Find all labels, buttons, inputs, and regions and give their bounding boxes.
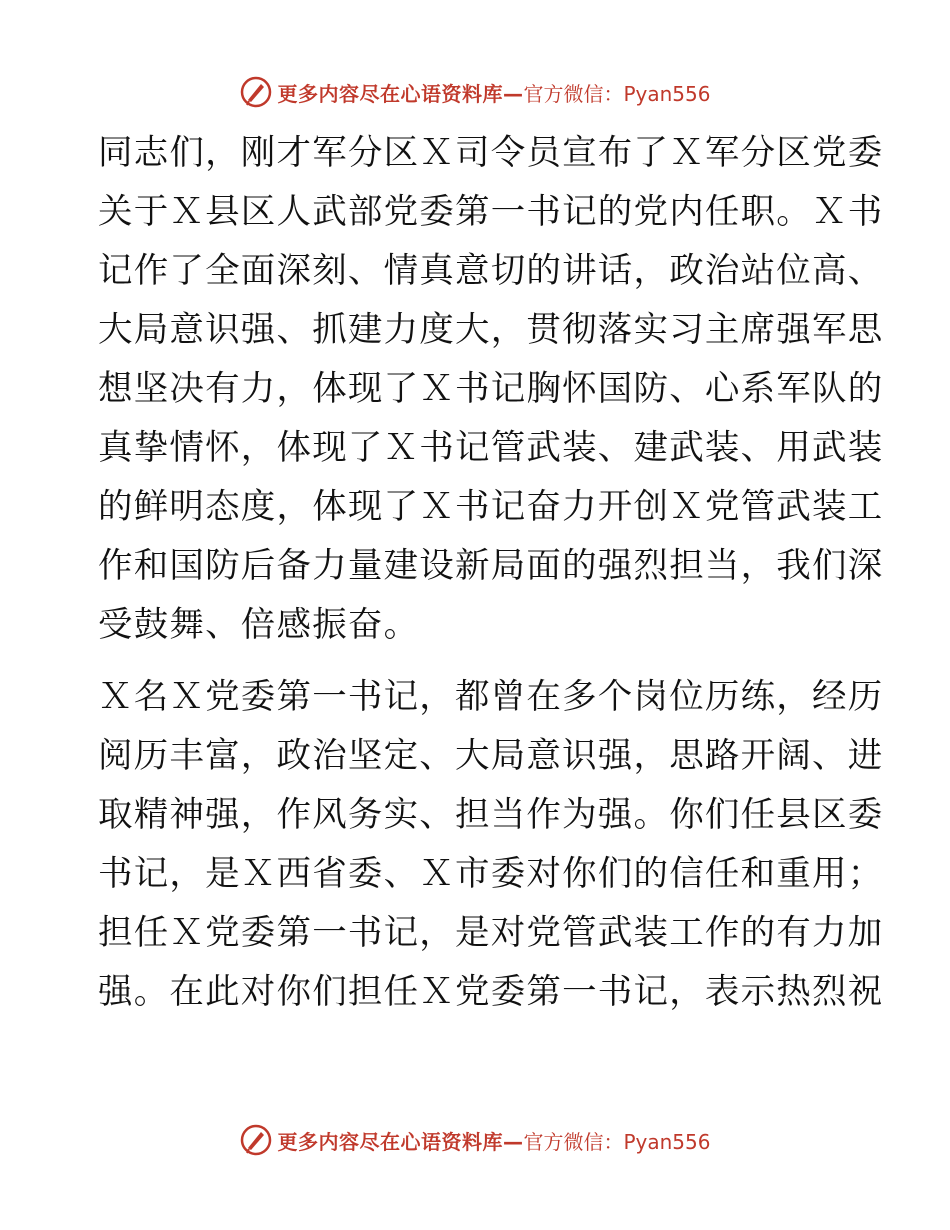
text-line: 担任Ｘ党委第一书记，是对党管武装工作的有力加 — [98, 913, 884, 953]
quill-logo-icon — [239, 75, 273, 109]
paragraph-2 — [98, 668, 884, 1022]
paragraph-1 — [98, 124, 884, 655]
banner-main-text: 更多内容尽在心语资料库— — [277, 1129, 524, 1154]
text-line: 取精神强，作风务实、担当作为强。你们任县区委 — [98, 795, 884, 835]
text-line: 的鲜明态度，体现了Ｘ书记奋力开创Ｘ党管武装工 — [98, 487, 884, 527]
text-line: 阅历丰富，政治坚定、大局意识强，思路开阔、进 — [98, 736, 884, 776]
text-line: 书记，是Ｘ西省委、Ｘ市委对你们的信任和重用； — [98, 854, 884, 894]
header-banner — [0, 72, 950, 112]
paragraph-spacer — [98, 655, 858, 668]
footer-banner — [0, 1120, 950, 1160]
text-line: 同志们，刚才军分区Ｘ司令员宣布了Ｘ军分区党委 — [98, 133, 884, 173]
text-line: Ｘ名Ｘ党委第一书记，都曾在多个岗位历练，经历 — [98, 677, 884, 717]
document-body — [98, 124, 884, 1022]
text-line: 强。在此对你们担任Ｘ党委第一书记，表示热烈祝 — [98, 972, 884, 1012]
text-line: 想坚决有力，体现了Ｘ书记胸怀国防、心系军队的 — [98, 369, 884, 409]
text-line: 关于Ｘ县区人武部党委第一书记的党内任职。Ｘ书 — [98, 192, 884, 232]
quill-logo-icon — [239, 1123, 273, 1157]
text-line: 真挚情怀，体现了Ｘ书记管武装、建武装、用武装 — [98, 428, 884, 468]
text-line: 作和国防后备力量建设新局面的强烈担当，我们深 — [98, 546, 884, 586]
banner-main-text: 更多内容尽在心语资料库— — [277, 81, 524, 106]
text-line: 大局意识强、抓建力度大，贯彻落实习主席强军思 — [98, 310, 884, 350]
banner-wechat-text: 官方微信：Pyan556 — [523, 1129, 711, 1154]
banner-wechat-text: 官方微信：Pyan556 — [523, 81, 711, 106]
text-line: 记作了全面深刻、情真意切的讲话，政治站位高、 — [98, 251, 884, 291]
text-line: 受鼓舞、倍感振奋。 — [98, 605, 420, 645]
